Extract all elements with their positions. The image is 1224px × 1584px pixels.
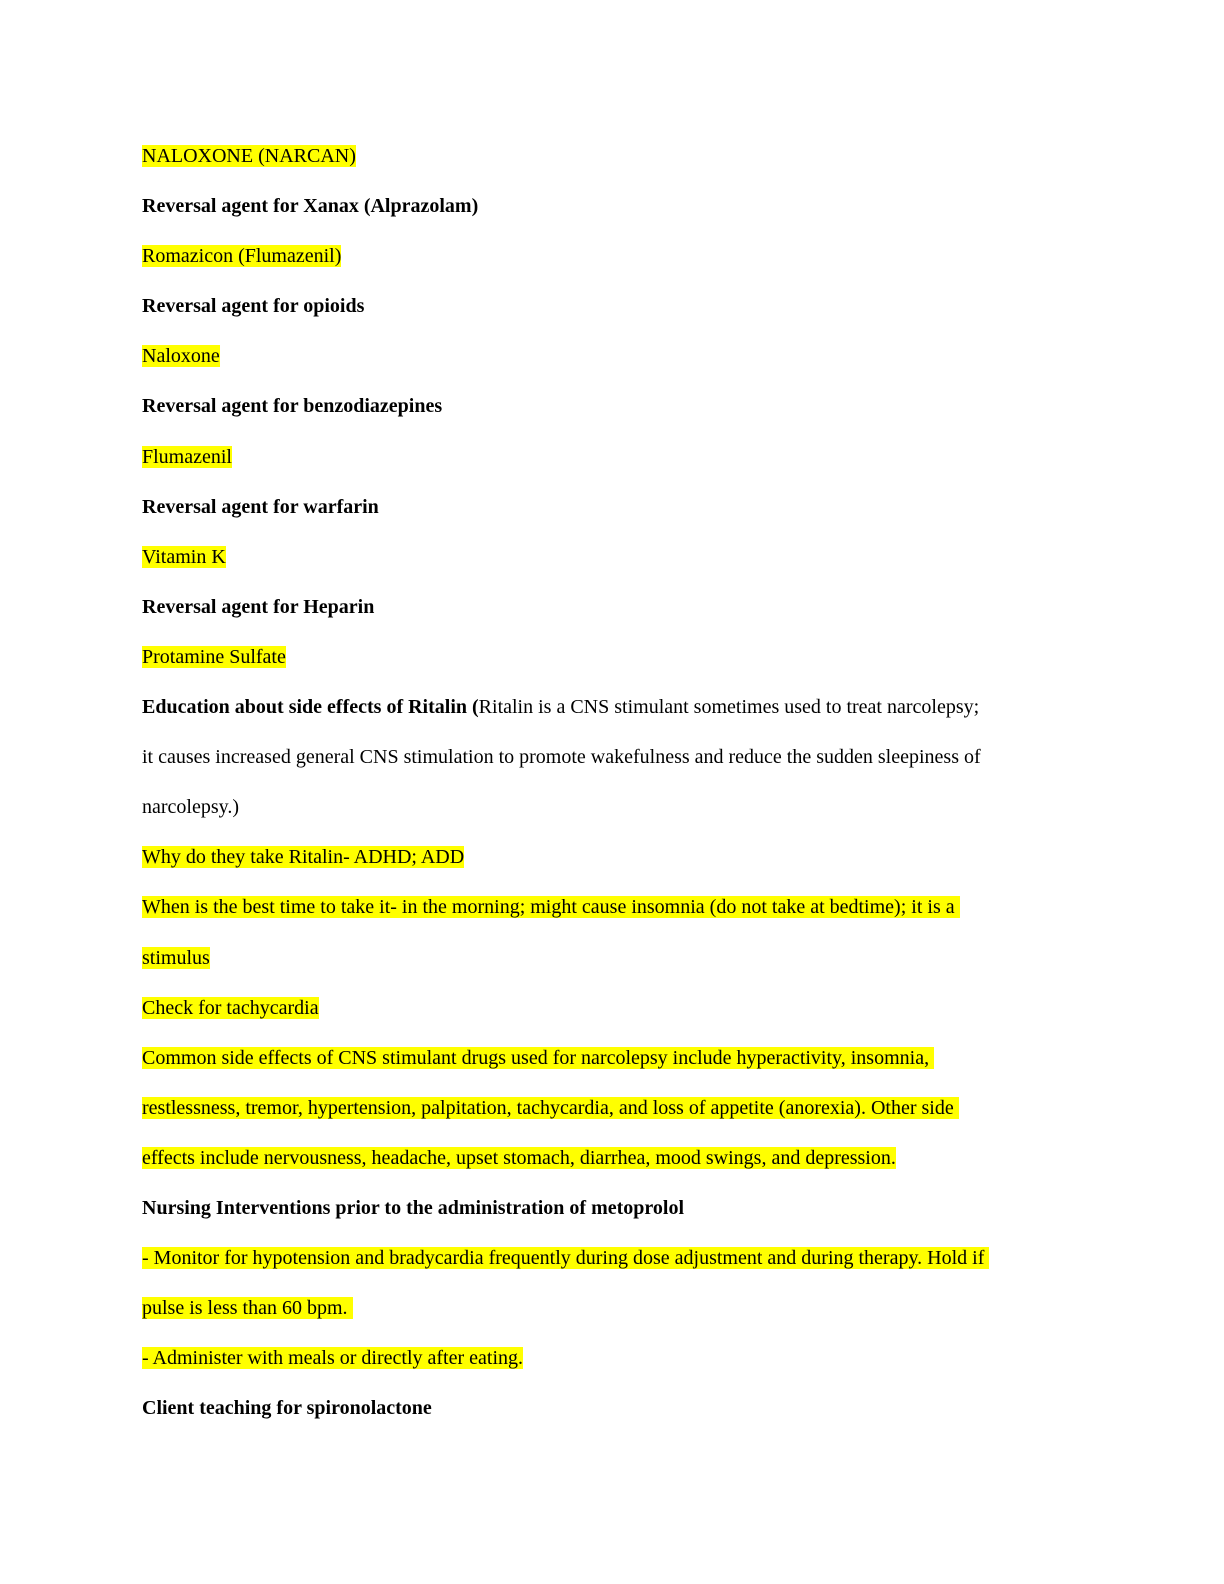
question-text: Reversal agent for warfarin [142,495,379,518]
answer-line [142,231,1082,281]
answer-line [142,983,1082,1033]
highlighted-answer: Vitamin K [142,545,226,568]
question-text: Client teaching for spironolactone [142,1397,432,1420]
highlighted-answer: Protamine Sulfate [142,645,286,668]
answer-line [142,1333,1082,1383]
body-line [142,732,1082,782]
question-heading [142,482,1082,532]
answer-line [142,532,1082,582]
highlighted-answer: Flumazenil [142,445,232,468]
answer-line [142,933,1082,983]
highlighted-answer: pulse is less than 60 bpm. [142,1297,353,1320]
answer-line [142,1083,1082,1133]
question-heading [142,1383,1082,1433]
highlighted-answer: Why do they take Ritalin- ADHD; ADD [142,846,465,869]
question-heading [142,682,1082,732]
question-heading [142,1183,1082,1233]
question-text: Reversal agent for benzodiazepines [142,395,443,418]
question-heading [142,281,1082,331]
answer-line [142,331,1082,381]
body-line [142,782,1082,832]
question-text: Reversal agent for Heparin [142,595,375,618]
highlighted-answer: NALOXONE (NARCAN) [142,145,356,167]
answer-line [142,1133,1082,1183]
body-text: narcolepsy.) [142,796,239,819]
question-text: Reversal agent for Xanax (Alprazolam) [142,195,479,218]
highlighted-answer: Romazicon (Flumazenil) [142,245,342,268]
question-text: Nursing Interventions prior to the administration of metoprolol [142,1196,685,1219]
highlighted-answer: Common side effects of CNS stimulant drugs used for narcolepsy include hyperactivity, insomnia, [142,1046,935,1069]
answer-line [142,832,1082,882]
question-heading [142,181,1082,231]
highlighted-answer: Check for tachycardia [142,996,319,1019]
highlighted-answer: restlessness, tremor, hypertension, palpitation, tachycardia, and loss of appetite (anorexia). Other side [142,1096,959,1119]
question-heading [142,582,1082,632]
answer-line [142,1233,1082,1283]
highlighted-answer: - Monitor for hypotension and bradycardia frequently during dose adjustment and during therapy. Hold if [142,1247,990,1270]
answer-line [142,1283,1082,1333]
question-text: Reversal agent for opioids [142,295,365,318]
answer-line [142,882,1082,932]
question-explanation: Ritalin is a CNS stimulant sometimes used to treat narcolepsy; [478,696,980,719]
highlighted-answer: When is the best time to take it- in the morning; might cause insomnia (do not take at bedtime); it is a [142,896,960,919]
question-text: Education about side effects of Ritalin ( [142,696,479,719]
answer-line [142,1033,1082,1083]
highlighted-answer: - Administer with meals or directly after eating. [142,1347,523,1370]
answer-line [142,131,1082,181]
highlighted-answer: Naloxone [142,345,220,368]
answer-line [142,632,1082,682]
highlighted-answer: effects include nervousness, headache, upset stomach, diarrhea, mood swings, and depression. [142,1146,896,1169]
document-page [142,131,1082,1433]
answer-line [142,432,1082,482]
highlighted-answer: stimulus [142,946,210,969]
body-text: it causes increased general CNS stimulation to promote wakefulness and reduce the sudden sleepiness of [142,746,981,769]
question-heading [142,381,1082,431]
